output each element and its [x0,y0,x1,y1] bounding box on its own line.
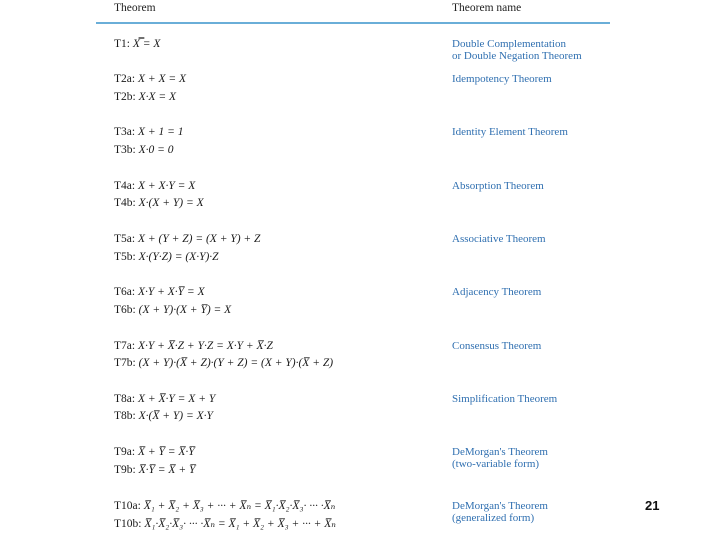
theorem-row-t6a [114,285,444,299]
theorem-row-t7b [114,356,444,370]
theorem-row-t8a [114,392,444,406]
theorem-label: T2a: [114,73,136,85]
theorem-label: T10b: [114,518,142,530]
theorem-row-t10b [114,517,444,531]
theorem-row-t4a [114,179,444,193]
theorem-label: T6b: [114,304,136,316]
theorem-expression: X̅₁·X̅₂·X̅₃· ··· ·X̅ₙ = X̅₁ + X̅₂ + X̅₃ + ··· + X̅ₙ [144,518,336,530]
header-theorem: Theorem [114,2,156,14]
theorem-label: T3a: [114,126,136,138]
theorem-expression: X + (Y + Z) = (X + Y) + Z [137,233,261,245]
theorem-name-absorption [452,180,544,192]
theorem-name-line2: (generalized form) [452,512,535,524]
theorem-label: T7a: [114,340,136,352]
theorem-expression: X + 1 = 1 [137,126,184,138]
theorem-name-demorgan-generalized [452,500,548,524]
theorem-row-t8b [114,409,444,423]
theorem-name-adjacency [452,286,541,298]
theorem-label: T10a: [114,500,141,512]
theorem-name-consensus [452,340,541,352]
theorem-label: T8a: [114,393,136,405]
theorem-name-line1: Identity Element Theorem [452,126,568,138]
theorem-name-line2: (two-variable form) [452,458,540,470]
theorem-expression: X̿ = X [132,38,161,50]
page-number: 21 [645,498,660,513]
theorem-row-t2a [114,72,444,86]
theorem-expression: X̅ + Y̅ = X̅·Y̅ [137,446,195,458]
theorem-label: T1: [114,38,130,50]
theorem-row-t5a [114,232,444,246]
theorem-expression: X + X = X [137,73,187,85]
theorem-label: T7b: [114,357,136,369]
theorem-name-line1: DeMorgan's Theorem [452,500,548,512]
theorem-expression: X·0 = 0 [138,144,174,156]
theorem-expression: X·(X̅ + Y) = X·Y [138,410,213,422]
theorem-label: T9b: [114,464,136,476]
theorem-name-associative [452,233,546,245]
theorem-label: T4a: [114,180,136,192]
theorem-label: T2b: [114,91,136,103]
theorem-row-t9b [114,463,444,477]
theorem-row-t5b [114,250,444,264]
theorem-name-line1: Adjacency Theorem [452,286,542,298]
theorem-name-line1: Consensus Theorem [452,340,542,352]
theorem-expression: X̅·Y̅ = X̅ + Y̅ [138,464,196,476]
theorem-name-demorgan-two-variable [452,446,548,470]
theorem-name-simplification [452,393,557,405]
theorem-expression: X·X = X [138,91,177,103]
theorem-name-line1: Idempotency Theorem [452,73,552,85]
header-theorem-name: Theorem name [452,2,522,14]
header-rule [96,22,610,24]
theorem-expression: X·(X + Y) = X [138,197,204,209]
theorem-expression: (X + Y)·(X + Y̅) = X [138,304,232,316]
theorem-name-line1: Absorption Theorem [452,180,544,192]
theorem-name-line1: Simplification Theorem [452,393,558,405]
theorem-name-identity-element [452,126,568,138]
theorem-row-t3b [114,143,444,157]
theorem-label: T6a: [114,286,136,298]
theorem-row-t9a [114,445,444,459]
theorem-name-line1: DeMorgan's Theorem [452,446,548,458]
theorem-expression: X̅₁ + X̅₂ + X̅₃ + ··· + X̅ₙ = X̅₁·X̅₂·X̅₃· ··· ·X̅ₙ [143,500,336,512]
theorem-expression: (X + Y)·(X̅ + Z)·(Y + Z) = (X + Y)·(X̅ + Z) [138,357,334,369]
theorem-expression: X·Y + X·Y̅ = X [137,286,205,298]
theorem-name-line2: or Double Negation Theorem [452,50,582,62]
theorem-label: T3b: [114,144,136,156]
theorem-name-idempotency [452,73,552,85]
theorem-label: T4b: [114,197,136,209]
theorem-label: T5b: [114,251,136,263]
theorem-row-t1 [114,37,444,51]
theorem-row-t3a [114,125,444,139]
theorem-row-t2b [114,90,444,104]
theorem-expression: X·(Y·Z) = (X·Y)·Z [138,251,219,263]
theorem-expression: X + X·Y = X [137,180,196,192]
theorem-name-line1: Double Complementation [452,38,566,50]
theorem-row-t10a [114,499,444,513]
theorem-label: T9a: [114,446,136,458]
theorem-name-line1: Associative Theorem [452,233,546,245]
theorem-expression: X + X̅·Y = X + Y [137,393,216,405]
theorem-row-t4b [114,196,444,210]
theorem-name-double-complementation [452,38,582,62]
theorem-expression: X·Y + X̅·Z + Y·Z = X·Y + X̅·Z [137,340,273,352]
theorem-label: T8b: [114,410,136,422]
theorem-row-t6b [114,303,444,317]
theorem-row-t7a [114,339,444,353]
theorem-label: T5a: [114,233,136,245]
